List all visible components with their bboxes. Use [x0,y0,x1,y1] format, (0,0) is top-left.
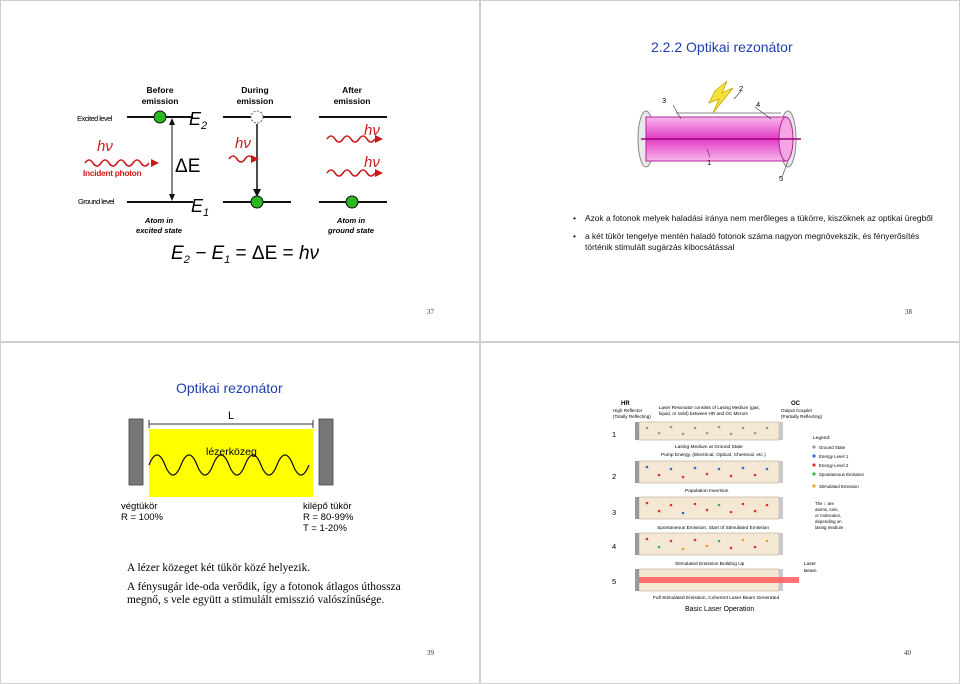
output-mirror [319,419,333,485]
ground-atom [346,196,358,208]
medium-label: lézerközeg [206,446,257,458]
oc-label: OC [791,401,800,407]
e1-label: $E_1$ [191,196,210,219]
side-note-2: atoms, ions, [815,507,839,512]
laser-label-5: 5 [779,174,784,183]
hv-after-2: hν [364,154,380,171]
empty-state [251,111,263,123]
side-note-1: The ○ are [815,501,835,506]
col-during: During [241,85,269,95]
e2-label: $E_2$ [189,109,208,132]
caption-pump-energy: Pump Energy, (Electrical, Optical, Chemical, etc.) [661,453,766,458]
laser-label-3: 3 [662,96,667,105]
col-before: Before [146,85,174,95]
ground-level-label: Ground level [78,197,114,206]
laser-beam [639,577,799,583]
slide-37 [0,0,480,342]
slide-40 [480,342,960,684]
atom-ground-2: ground state [328,226,374,235]
side-note-5: lasing medium [815,525,844,530]
legend-energy-level-2: Energy Level 2 [819,463,849,468]
stage-4: 4 [612,542,617,551]
laser-label-4: 4 [756,100,761,109]
bullet-list [571,213,941,260]
legend-spontaneous: Spontaneous Emission [819,472,864,477]
caption-full-stimulated: Full Stimulated Emission, Coherent Laser Beam Generated [653,596,780,601]
body-text [127,562,407,612]
excited-level-label: Excited level [77,114,112,123]
end-mirror-reflectance: R = 100% [121,512,163,523]
legend-title: Legend: [813,436,831,441]
col-before-2: emission [141,96,179,106]
stage-5: 5 [612,577,617,586]
stage-box-1 [635,422,783,440]
stage-box-2 [635,461,783,483]
legend-energy-level-1: Energy Level 1 [819,454,849,459]
length-label: L [228,410,235,422]
caption-spontaneous-emission: Spontaneous Emission, Start of Stimulated Emission [657,526,769,531]
atom-excited-2: excited state [135,226,183,235]
caption-ground-state: Lasing Medium at Ground State [675,445,743,450]
incident-photon-label: Incident photon [83,168,142,178]
page-number: 37 [427,308,434,316]
hr-desc-2: (Totally Reflecting) [613,414,651,419]
hv-incident: hν [97,138,113,155]
oc-desc-1: Output Coupler [781,408,813,413]
legend-stimulated: Stimulated Emission [819,484,859,489]
output-mirror-reflectance: R = 80-99% [303,512,354,523]
side-note-3: or molecules, [815,513,842,518]
col-after: After [342,85,362,95]
energy-equation: $E_2 - E_1 = \Delta E = h\nu$ [171,243,320,266]
stage-1: 1 [612,430,617,439]
hr-label: HR [621,401,630,407]
basic-laser-operation-diagram [481,343,960,643]
bullet-item: • a két tükör tengelye mentén haladó fotonok száma nagyon megnövekszik, és fényerősítés történik stimulált sugárzás kibocsátással [571,231,941,254]
end-mirror [129,419,143,485]
hv-after-1: hν [364,122,380,139]
oc-desc-2: (Partially Reflecting) [781,414,823,419]
stage-box-5 [635,569,799,591]
page-number: 40 [904,649,911,657]
output-mirror-label: kilépő tükör [303,501,352,512]
atom-ground-1: Atom in [336,216,366,225]
excited-atom [154,111,166,123]
side-note-4: depending on [815,519,842,524]
laser-label-1: 1 [707,158,712,167]
stage-3: 3 [612,508,617,517]
slide-38 [480,0,960,342]
page-number: 38 [905,308,912,316]
slide-title: 2.2.2 Optikai rezonátor [651,39,793,55]
stage-box-4 [635,533,783,555]
paragraph: A fénysugár ide-oda verődik, így a fotonok átlagos úthossza megnő, s vele együtt a stimulált emisszió valószínűsége. [127,580,401,606]
paragraph: A lézer közeget két tükör közé helyezik. [127,562,311,574]
hv-during: hν [235,135,251,152]
bullet-item: • Azok a fotonok melyek haladási iránya nem merőleges a tükörre, kiszöknek az optikai üregből [571,213,941,225]
energy-level-diagram [1,1,480,342]
resonator-diagram [1,343,480,543]
slide-title: Optikai rezonátor [176,380,283,396]
end-mirror-label: végtükör [121,501,158,512]
stage-box-3 [635,497,783,519]
caption-population-inversion: Population Inversion [685,489,729,494]
legend-ground-state: Ground State [819,445,846,450]
laser-beam-label-2: Beam [804,569,817,574]
delta-e-label: ΔE [175,156,201,177]
output-mirror-transmittance: T = 1-20% [303,523,347,534]
atom-excited-1: Atom in [144,216,174,225]
lasing-medium [149,429,313,497]
transition-atom [251,196,263,208]
caption-building-up: Stimulated Emission Building Up [675,562,745,567]
laser-tube-diagram [481,1,960,201]
col-after-2: emission [333,96,371,106]
laser-beam-label-1: Laser [804,562,816,567]
resonator-desc-2: liquid, or solid) between HR and OC Mirrors [659,411,748,416]
stage-2: 2 [612,472,617,481]
col-during-2: emission [236,96,274,106]
slide-39 [0,342,480,684]
page-number: 39 [427,649,434,657]
hr-desc-1: High Reflector [613,408,643,413]
resonator-desc-1: Laser Resonator consists of Lasing Medium (gas, [659,405,760,410]
pump-energy-icon [709,81,733,113]
diagram-footer: Basic Laser Operation [685,606,755,613]
laser-label-2: 2 [739,84,744,93]
